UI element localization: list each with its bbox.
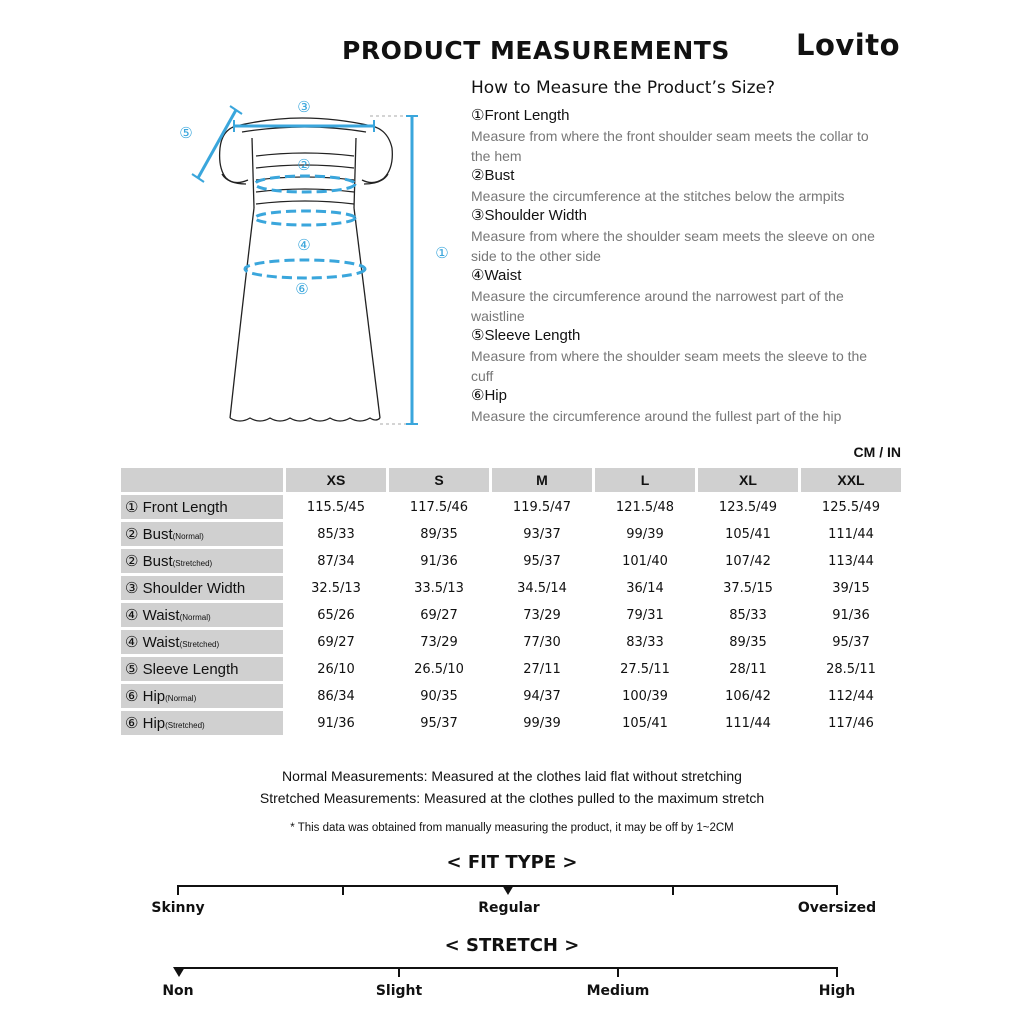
table-cell: 100/39 [595,684,695,708]
measure-label: ⑤Sleeve Length [471,327,581,344]
measure-desc: Measure from where the shoulder seam meets the sleeve on one side to the other side [471,228,875,264]
table-cell: 117/46 [801,711,901,735]
table-cell: 95/37 [801,630,901,654]
table-cell: 91/36 [389,549,489,573]
table-cell: 77/30 [492,630,592,654]
table-cell: 95/37 [492,549,592,573]
table-cell: 34.5/14 [492,576,592,600]
row-label [121,657,283,681]
table-cell: 95/37 [389,711,489,735]
table-cell: 39/15 [801,576,901,600]
table-cell: 99/39 [492,711,592,735]
size-table [118,465,904,738]
table-cell: 37.5/15 [698,576,798,600]
table-cell: 93/37 [492,522,592,546]
fit-tick [177,885,179,895]
fit-tick [342,885,344,895]
stretch-tick [836,967,838,977]
unit-label: CM / IN [853,444,901,460]
fit-label-regular: Regular [478,900,540,916]
size-header: M [492,468,592,492]
measure-label: ④Waist [471,267,522,284]
table-cell: 32.5/13 [286,576,386,600]
normal-note: Normal Measurements: Measured at the clothes laid flat without stretching [282,768,742,784]
size-header: XXL [801,468,901,492]
table-cell: 105/41 [698,522,798,546]
row-label-sub: (Normal) [179,613,211,622]
stretched-note: Stretched Measurements: Measured at the clothes pulled to the maximum stretch [259,790,765,806]
row-label [121,549,283,573]
marker-shoulder: ③ [297,98,311,116]
stretch-scale-line [178,967,838,969]
table-row [121,657,901,681]
brand-logo: Lovito [796,28,901,62]
row-label-text: ④ Waist [125,634,180,651]
row-label [121,576,283,600]
measure-desc: Measure the circumference around the narrowest part of the waistline [471,288,844,324]
table-cell: 91/36 [286,711,386,735]
measure-label: ①Front Length [471,107,570,124]
stretch-label-slight: Slight [375,983,423,999]
size-header: XS [286,468,386,492]
table-row [121,711,901,735]
fit-selected-pointer [502,885,514,895]
page-title: PRODUCT MEASUREMENTS [342,36,730,65]
fit-label-skinny: Skinny [151,900,205,916]
table-cell: 27/11 [492,657,592,681]
fit-label-oversized: Oversized [797,900,877,916]
row-label-sub: (Stretched) [179,640,220,649]
measure-hip [471,386,891,426]
measure-desc: Measure from where the front shoulder seam meets the collar to the hem [471,128,869,164]
disclaimer: * This data was obtained from manually measuring the product, it may be off by 1~2CM [290,822,734,834]
table-cell: 105/41 [595,711,695,735]
table-cell: 28.5/11 [801,657,901,681]
table-cell: 119.5/47 [492,495,592,519]
stretch-selected-pointer [173,967,185,977]
table-cell: 107/42 [698,549,798,573]
size-header-row [121,468,901,492]
table-cell: 99/39 [595,522,695,546]
row-label-sub: (Normal) [172,532,204,541]
how-to-title: How to Measure the Product’s Size? [471,78,776,98]
measure-desc: Measure the circumference at the stitches below the armpits [471,188,845,204]
row-label-text: ① Front Length [125,499,228,516]
table-row [121,522,901,546]
table-row [121,576,901,600]
table-cell: 87/34 [286,549,386,573]
table-cell: 69/27 [389,603,489,627]
table-row [121,684,901,708]
table-cell: 94/37 [492,684,592,708]
row-label [121,495,283,519]
table-cell: 101/40 [595,549,695,573]
table-cell: 26.5/10 [389,657,489,681]
table-row [121,549,901,573]
measure-shoulder [471,206,891,266]
table-cell: 86/34 [286,684,386,708]
table-cell: 115.5/45 [286,495,386,519]
table-cell: 85/33 [698,603,798,627]
stretch-label-medium: Medium [586,983,650,999]
row-label-text: ② Bust [125,526,173,543]
marker-front-length: ① [435,244,449,262]
table-cell: 111/44 [801,522,901,546]
table-cell: 27.5/11 [595,657,695,681]
measure-label: ②Bust [471,167,515,184]
row-label-sub: (Stretched) [165,721,205,730]
table-row [121,495,901,519]
table-cell: 73/29 [389,630,489,654]
size-header: XL [698,468,798,492]
table-cell: 79/31 [595,603,695,627]
table-cell: 33.5/13 [389,576,489,600]
table-row [121,603,901,627]
marker-waist: ④ [297,236,311,254]
size-header: S [389,468,489,492]
table-cell: 90/35 [389,684,489,708]
table-cell: 65/26 [286,603,386,627]
measure-sleeve [471,326,891,386]
row-label-text: ⑤ Sleeve Length [125,661,239,678]
corner-cell [121,468,283,492]
table-cell: 111/44 [698,711,798,735]
marker-bust: ② [297,156,311,174]
table-cell: 73/29 [492,603,592,627]
table-cell: 85/33 [286,522,386,546]
measure-desc: Measure from where the shoulder seam meets the sleeve to the cuff [471,348,868,384]
row-label-sub: (Normal) [165,694,197,703]
size-header: L [595,468,695,492]
row-label [121,684,283,708]
row-label [121,603,283,627]
table-cell: 36/14 [595,576,695,600]
table-cell: 91/36 [801,603,901,627]
row-label-text: ④ Waist [125,607,180,624]
how-to-measure [471,78,891,426]
fit-type-title: < FIT TYPE > [446,852,578,873]
table-cell: 121.5/48 [595,495,695,519]
table-cell: 89/35 [389,522,489,546]
table-cell: 106/42 [698,684,798,708]
table-cell: 113/44 [801,549,901,573]
measure-desc: Measure the circumference around the fullest part of the hip [471,408,842,424]
row-label-text: ② Bust [125,553,173,570]
stretch-title: < STRETCH > [444,935,580,956]
measure-label: ⑥Hip [471,387,507,404]
stretch-tick [617,967,619,977]
row-label-text: ⑥ Hip [125,688,166,705]
row-label [121,630,283,654]
table-cell: 26/10 [286,657,386,681]
stretch-label-non: Non [162,983,194,999]
measure-waist [471,266,891,326]
measure-label: ③Shoulder Width [471,207,588,224]
table-cell: 123.5/49 [698,495,798,519]
table-cell: 125.5/49 [801,495,901,519]
marker-hip: ⑥ [295,280,309,298]
measure-front-length [471,106,891,166]
table-cell: 28/11 [698,657,798,681]
table-cell: 112/44 [801,684,901,708]
fit-tick [672,885,674,895]
table-cell: 117.5/46 [389,495,489,519]
size-table-body [121,495,901,735]
stretch-tick [398,967,400,977]
table-cell: 83/33 [595,630,695,654]
dress-diagram [170,88,460,438]
row-label-sub: (Stretched) [172,559,213,568]
table-cell: 89/35 [698,630,798,654]
row-label-text: ⑥ Hip [125,715,166,732]
measure-bust [471,166,891,206]
table-row [121,630,901,654]
fit-tick [836,885,838,895]
row-label [121,522,283,546]
stretch-label-high: High [818,983,856,999]
row-label [121,711,283,735]
marker-sleeve: ⑤ [179,124,193,142]
table-cell: 69/27 [286,630,386,654]
row-label-text: ③ Shoulder Width [125,580,246,597]
